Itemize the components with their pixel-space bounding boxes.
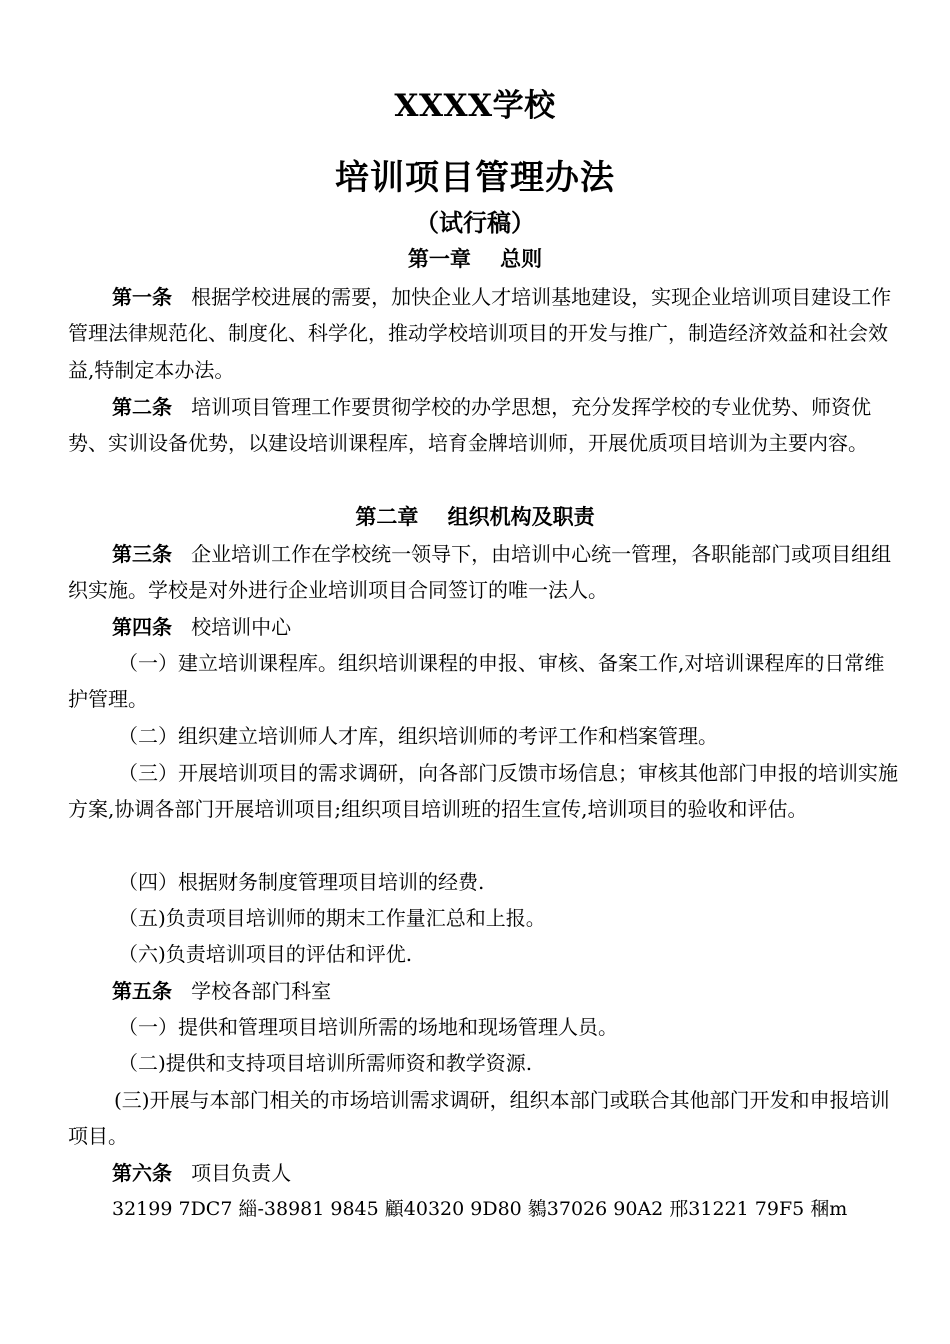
document-title: 培训项目管理办法 [335,158,615,198]
footer-code-line: 32199 7DC7 緇-38981 9845 顧40320 9D80 鶨37026 90A2 邢31221 79F5 稛m [112,1198,848,1220]
article-3 [68,536,898,609]
article-4-item-6: （六)负责培训项目的评估和评优. [118,942,413,966]
article-6-label: 第六条 [112,1161,172,1185]
article-5-text: 学校各部门科室 [191,979,332,1003]
article-5-item-2: （二)提供和支持项目培训所需师资和教学资源. [118,1051,533,1075]
article-4-item-4: （四）根据财务制度管理项目培训的经费. [118,870,485,894]
chapter-2-heading: 第二章 组织机构及职责 [355,504,595,529]
article-4-item-2: （二）组织建立培训师人才库，组织培训师的考评工作和档案管理。 [118,724,718,748]
article-5 [68,973,898,1009]
article-2-label: 第二条 [112,395,172,419]
article-5-item-3: (三)开展与本部门相关的市场培训需求调研，组织本部门或联合其他部门开发和申报培训项目。 [68,1088,890,1149]
document-subtitle: （试行稿） [415,208,535,237]
article-4-text: 校培训中心 [191,615,292,639]
school-name: XXXX学校 [394,88,556,124]
article-5-item-1: （一）提供和管理项目培训所需的场地和现场管理人员。 [118,1015,618,1039]
article-1-label: 第一条 [112,285,172,309]
article-6-text: 项目负责人 [191,1161,292,1185]
article-4-item-1: （一）建立培训课程库。组织培训课程的申报、审核、备案工作,对培训课程库的日常维护管理。 [68,651,885,712]
article-5-label: 第五条 [112,979,172,1003]
article-1 [68,279,898,388]
article-4-item-5: （五)负责项目培训师的期末工作量汇总和上报。 [118,906,546,930]
article-3-label: 第三条 [112,542,172,566]
article-2 [68,389,898,462]
article-4-label: 第四条 [112,615,172,639]
article-1-text: 根据学校进展的需要，加快企业人才培训基地建设，实现企业培训项目建设工作管理法律规范化、制度化、科学化，推动学校培训项目的开发与推广，制造经济效益和社会效益,特制定本办法。 [68,285,892,382]
article-4-item-3: （三）开展培训项目的需求调研，向各部门反馈市场信息；审核其他部门申报的培训实施方案,协调各部门开展培训项目;组织项目培训班的招生宣传,培训项目的验收和评估。 [68,761,898,822]
article-3-text: 企业培训工作在学校统一领导下，由培训中心统一管理，各职能部门或项目组组织实施。学校是对外进行企业培训项目合同签订的唯一法人。 [68,542,892,603]
article-6 [68,1155,898,1191]
article-4 [68,609,898,645]
chapter-1-heading: 第一章 总则 [407,246,543,271]
article-2-text: 培训项目管理工作要贯彻学校的办学思想，充分发挥学校的专业优势、师资优势、实训设备优势，以建设培训课程库，培育金牌培训师，开展优质项目培训为主要内容。 [68,395,872,456]
